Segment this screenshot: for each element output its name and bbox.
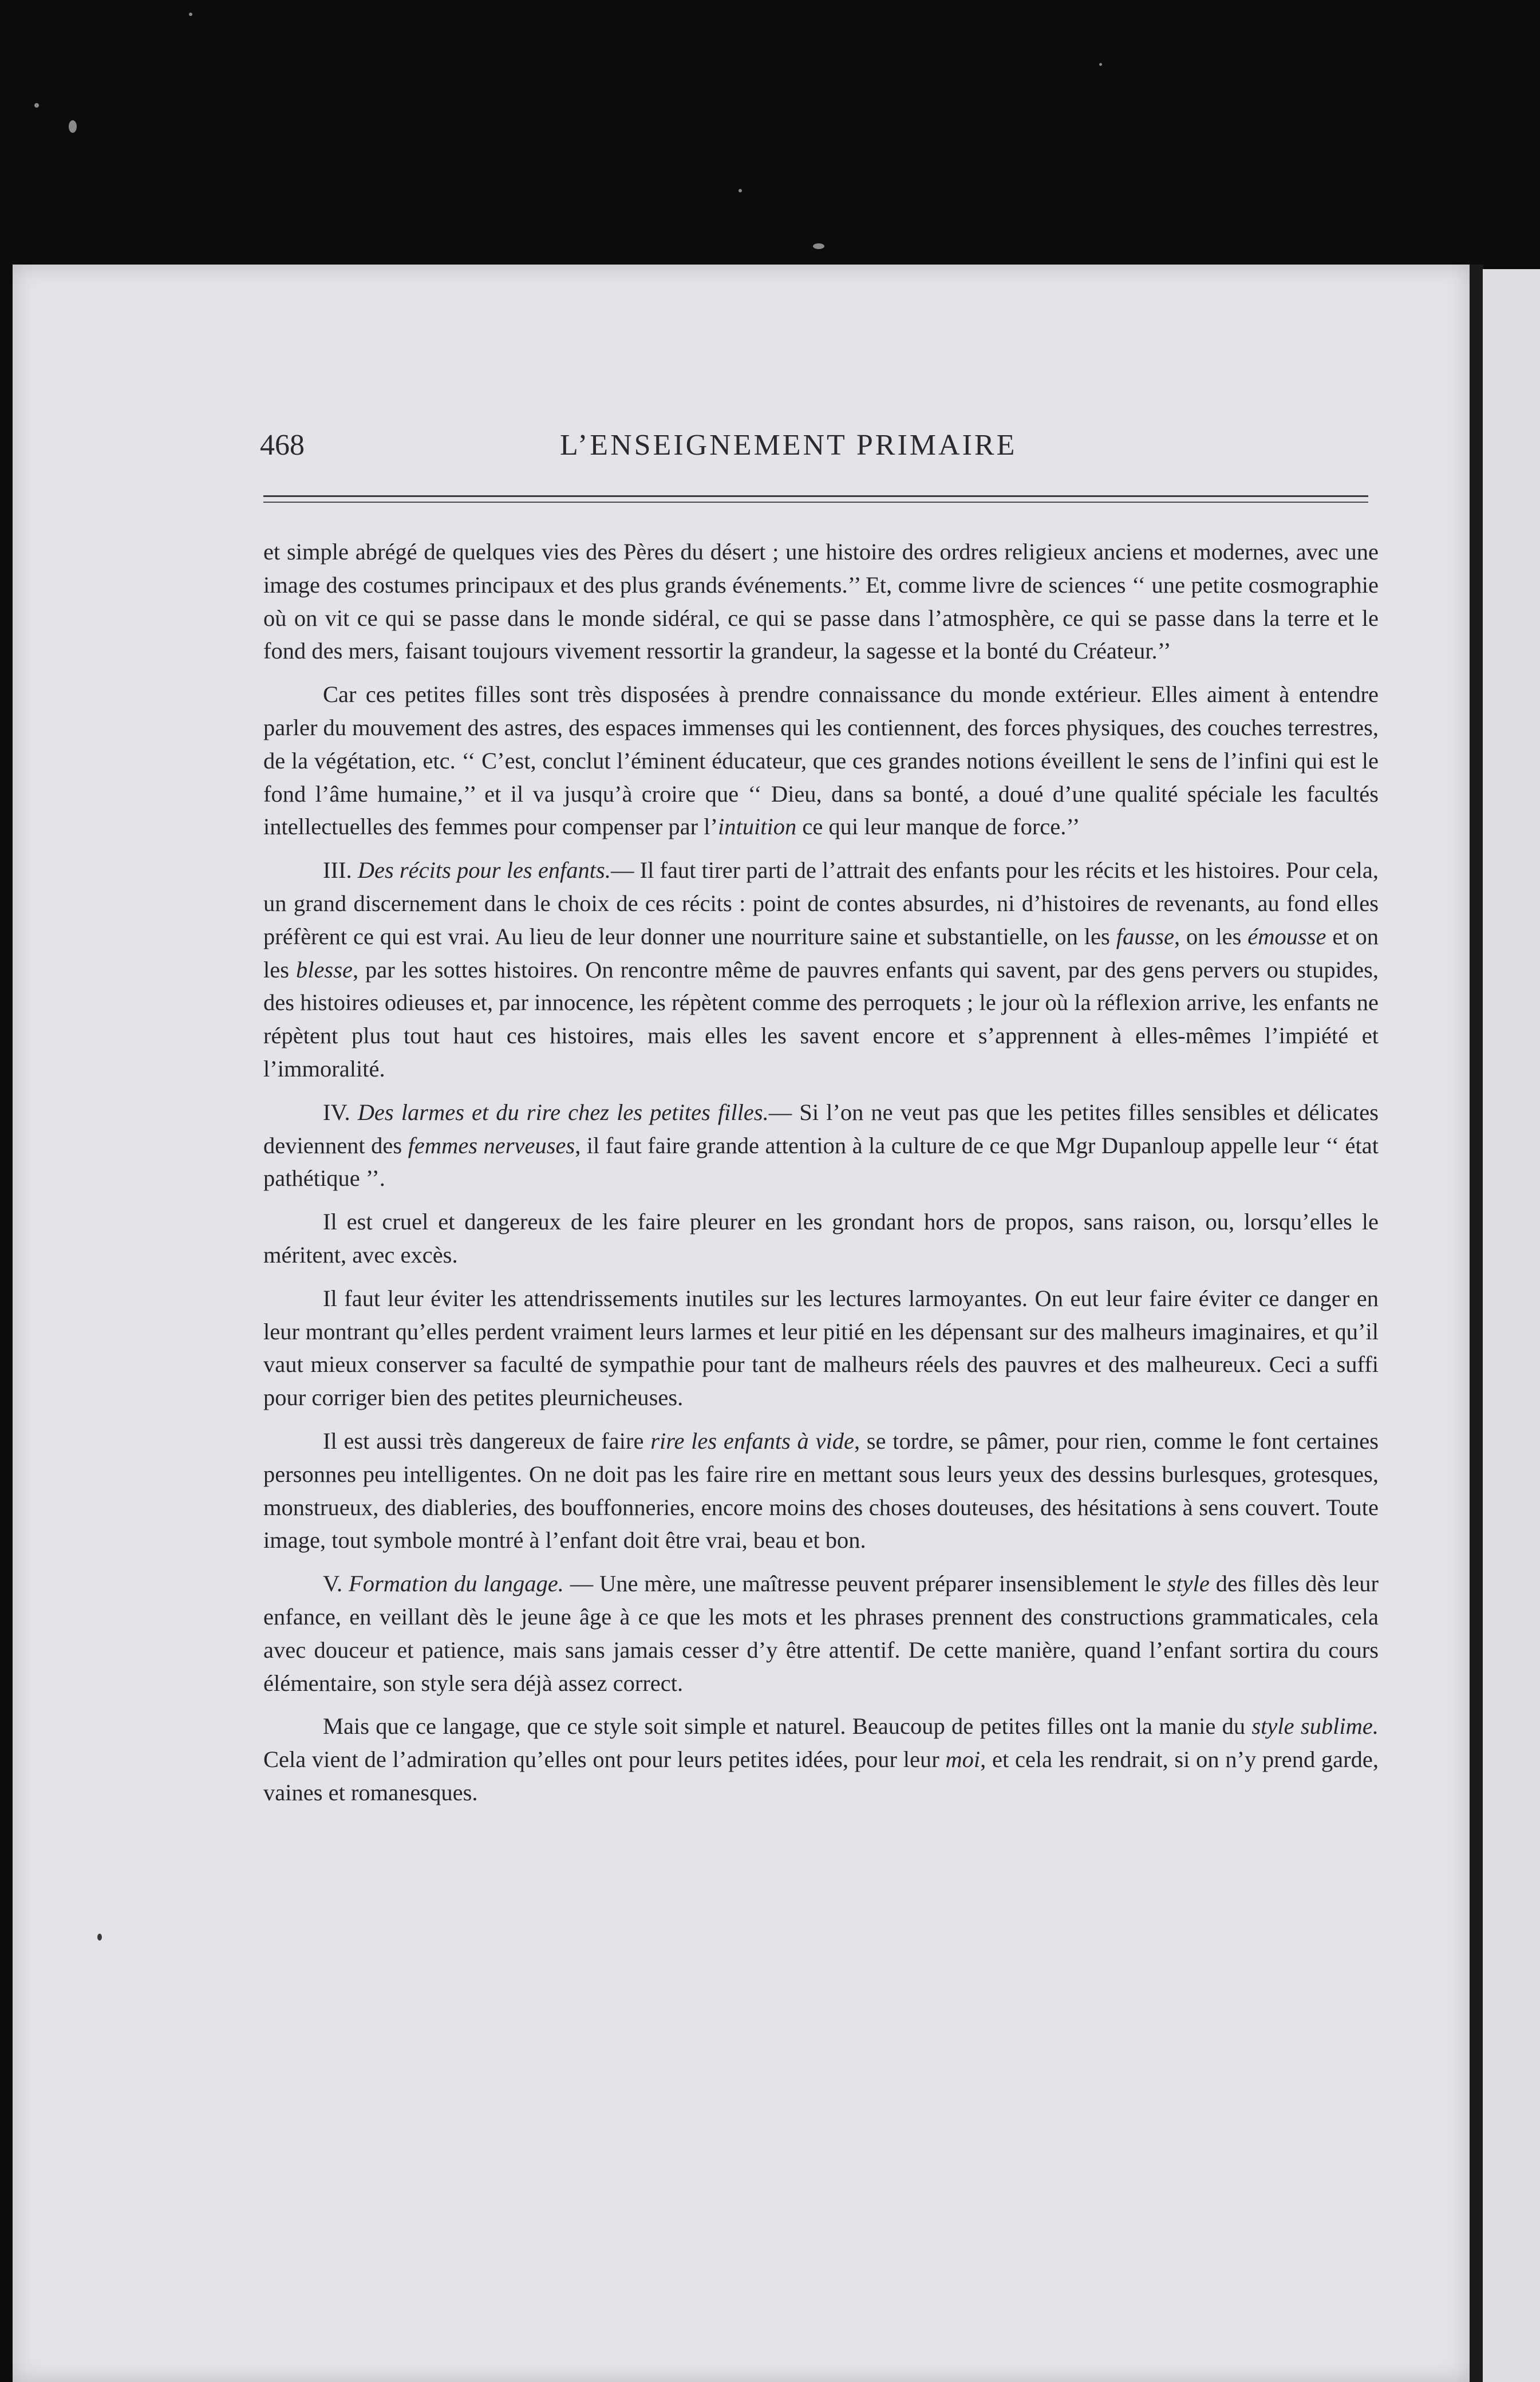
paragraph [263, 1567, 1379, 1699]
ink-speck [97, 1934, 102, 1941]
text-run: , il faut faire grande attention à la culture de ce que Mgr Dupanloup appelle leur ‘‘ état pathétique ’’. [263, 1132, 1379, 1192]
italic-run: moi [945, 1746, 981, 1773]
text-run: IV. [323, 1099, 358, 1125]
text-run: et simple abrégé de quelques vies des Pères du désert ; une histoire des ordres religieux anciens et modernes, avec une image des costumes principaux et des plus grands événements.’’ Et, comme livre de sciences ‘‘ une petite cosmographie où on vit ce qui se passe dans le monde sidéral, ce qui se passe dans l’atmosphère, ce qui se passe dans la terre et le fond des mers, faisant toujours vivement ressortir la grandeur, la sagesse et la bonté du Créateur.’’ [263, 539, 1379, 664]
running-title: L’ENSEIGNEMENT PRIMAIRE [560, 429, 1017, 462]
italic-run: Des récits pour les enfants. [357, 857, 611, 884]
italic-run: style sublime. [1251, 1713, 1379, 1740]
italic-run: Des larmes et du rire chez les petites filles. [357, 1099, 769, 1125]
text-run: et on les [263, 923, 1379, 983]
text-run: , se tordre, se pâmer, pour rien, comme le font certaines personnes peu intelligentes. On ne doit pas les faire rire en mettant sous leurs yeux des dessins burlesques, grotesques, monstrueux, des diableries, des bouffonneries, encore moins des choses douteuses, des hésitations à sens couvert. Toute image, tout symbole montré à l’enfant doit être vrai, beau et bon. [263, 1427, 1379, 1553]
page-number: 468 [260, 429, 305, 462]
text-run: ce qui leur manque de force.’’ [796, 814, 1080, 840]
text-run: III. [323, 857, 358, 884]
header-rule [263, 495, 1368, 497]
text-run: Il est aussi très dangereux de faire [323, 1427, 651, 1454]
italic-run: style [1167, 1571, 1210, 1597]
text-run: , on les [1174, 923, 1248, 949]
text-run: Il est cruel et dangereux de les faire pleurer en les grondant hors de propos, sans raison, ou, lorsqu’elles le méritent, avec excès. [263, 1209, 1379, 1268]
italic-run: rire les enfants à vide [650, 1427, 854, 1454]
text-run: — Il faut tirer parti de l’attrait des enfants pour les récits et les histoires. Pour cela, un grand discernement dans le choix de ces récits : point de contes absurdes, ni d’histoires de revenants, au fond elles préfèrent ce qui est vrai. Au lieu de leur donner une nourriture saine et substantielle, on les [263, 857, 1379, 949]
text-run: Cela vient de l’admiration qu’elles ont pour leurs petites idées, pour leur [263, 1746, 946, 1773]
dust-speck [34, 103, 39, 108]
paragraph [263, 678, 1379, 843]
paragraph [263, 1096, 1379, 1195]
italic-run: blesse [295, 956, 353, 983]
facing-page-edge [1483, 269, 1540, 2382]
italic-run: femmes nerveuses [408, 1132, 575, 1158]
italic-run: intuition [717, 814, 797, 840]
text-run: V. [323, 1571, 349, 1597]
text-run: des filles dès leur enfance, en veillant dès le jeune âge à ce que les mots et les phrases prennent des constructions grammaticales, cela avec douceur et patience, mais sans jamais cesser d’y être attentif. De cette manière, quand l’enfant sortira du cours élémentaire, son style sera déjà assez correct. [263, 1571, 1379, 1696]
page-gutter [1470, 265, 1483, 2382]
paragraph [263, 854, 1379, 1086]
dust-speck [813, 243, 824, 249]
text-run: — Une mère, une maîtresse peuvent préparer insensiblement le [563, 1571, 1167, 1597]
paragraph [263, 1205, 1379, 1272]
italic-run: Formation du langage. [348, 1571, 564, 1597]
paragraph [263, 1425, 1379, 1557]
running-header [260, 428, 1375, 468]
italic-run: émousse [1247, 923, 1326, 949]
italic-run: fausse [1116, 923, 1174, 949]
text-run: , et cela les rendrait, si on n’y prend garde, vaines et romanesques. [263, 1746, 1379, 1805]
text-run: Il faut leur éviter les attendrissements inutiles sur les lectures larmoyantes. On eut leur faire éviter ce danger en leur montrant qu’elles perdent vraiment leurs larmes et leur pitié en les dépensant sur des malheurs imaginaires, et qu’il vaut mieux conserver sa faculté de sympathie pour tant de malheurs réels des pauvres et des malheureux. Ceci a suffi pour corriger bien des petites pleurnicheuses. [263, 1285, 1379, 1411]
dust-speck [189, 13, 192, 16]
header-rule [263, 502, 1368, 503]
text-run: Car ces petites filles sont très disposées à prendre connaissance du monde extérieur. Elles aiment à entendre parler du mouvement des astres, des espaces immenses qui les contiennent, des forces physiques, des couches terrestres, de la végétation, etc. ‘‘ C’est, conclut l’éminent éducateur, que ces grandes notions éveillent le sens de l’infini qui est le fond l’âme humaine,’’ et il va jusqu’à croire que ‘‘ Dieu, dans sa bonté, a doué d’une qualité spéciale les facultés intellectuelles des femmes pour compenser par l’ [263, 681, 1379, 840]
text-run: , par les sottes histoires. On rencontre même de pauvres enfants qui savent, par des gens pervers ou stupides, des histoires odieuses et, par innocence, les répètent comme des perroquets ; le jour où la réflexion arrive, les enfants ne répètent plus tout haut ces histoires, mais elles les savent encore et s’apprennent à elles-mêmes l’impiété et l’immoralité. [263, 956, 1379, 1082]
dust-speck [1099, 63, 1102, 66]
dust-speck [739, 189, 742, 192]
paragraph [263, 1282, 1379, 1414]
text-run: Mais que ce langage, que ce style soit simple et naturel. Beaucoup de petites filles ont la manie du [323, 1713, 1252, 1740]
paragraph [263, 1710, 1379, 1809]
text-run: — Si l’on ne veut pas que les petites filles sensibles et délicates deviennent des [263, 1099, 1379, 1158]
body-text [263, 535, 1379, 1820]
paragraph [263, 535, 1379, 668]
dust-speck [69, 120, 77, 133]
